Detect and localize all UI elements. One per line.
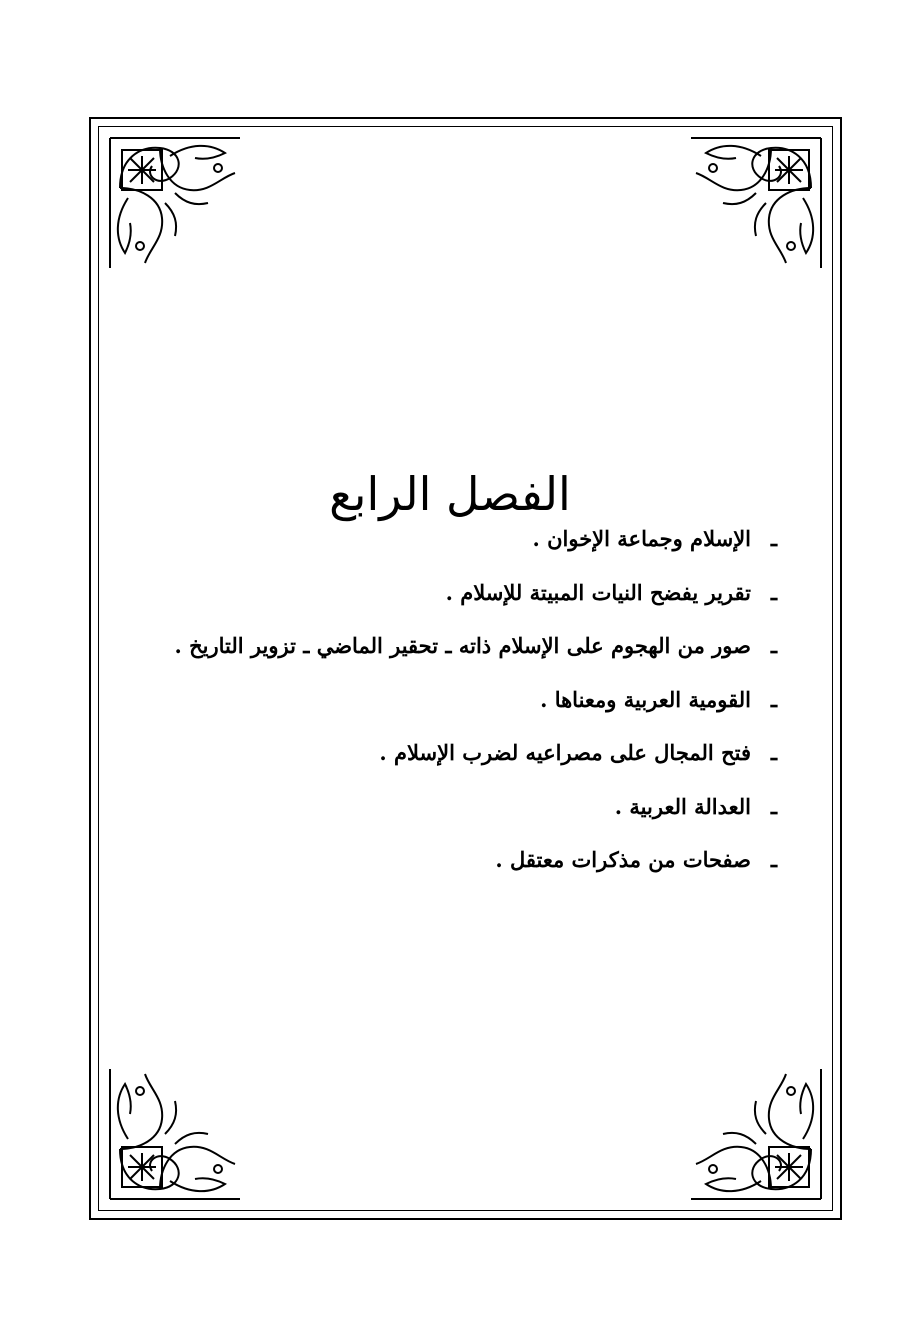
list-item-text: صفحات من مذكرات معتقل . [495,847,751,872]
bullet-dash: ـ [770,740,777,765]
corner-ornament-bottom-left [100,1059,250,1209]
list-item-text: القومية العربية ومعناها . [540,686,751,712]
chapter-topics-list [117,517,777,892]
list-item-text: الإسلام وجماعة الإخوان . [532,526,751,551]
list-item [117,678,777,732]
bullet-dash: ـ [770,686,777,712]
list-item-text: فتح المجال على مصراعيه لضرب الإسلام . [379,740,751,765]
chapter-title: الفصل الرابع [329,466,571,521]
corner-ornament-top-right [681,128,831,278]
list-item [117,517,777,571]
bullet-dash: ـ [770,579,777,605]
bullet-dash: ـ [770,793,777,819]
list-item [117,624,777,678]
bullet-dash: ـ [770,847,777,872]
corner-ornament-bottom-right [681,1059,831,1209]
bullet-dash: ـ [770,633,777,658]
list-item-text: تقرير يفضح النيات المبيتة للإسلام . [445,579,751,605]
corner-ornament-top-left [100,128,250,278]
list-item [117,838,777,892]
list-item [117,731,777,785]
list-item [117,571,777,625]
list-item-text: العدالة العربية . [614,793,751,819]
bullet-dash: ـ [770,526,777,551]
list-item-text: صور من الهجوم على الإسلام ذاته ـ تحقير الماضي ـ تزوير التاريخ . [174,633,751,658]
list-item [117,785,777,839]
